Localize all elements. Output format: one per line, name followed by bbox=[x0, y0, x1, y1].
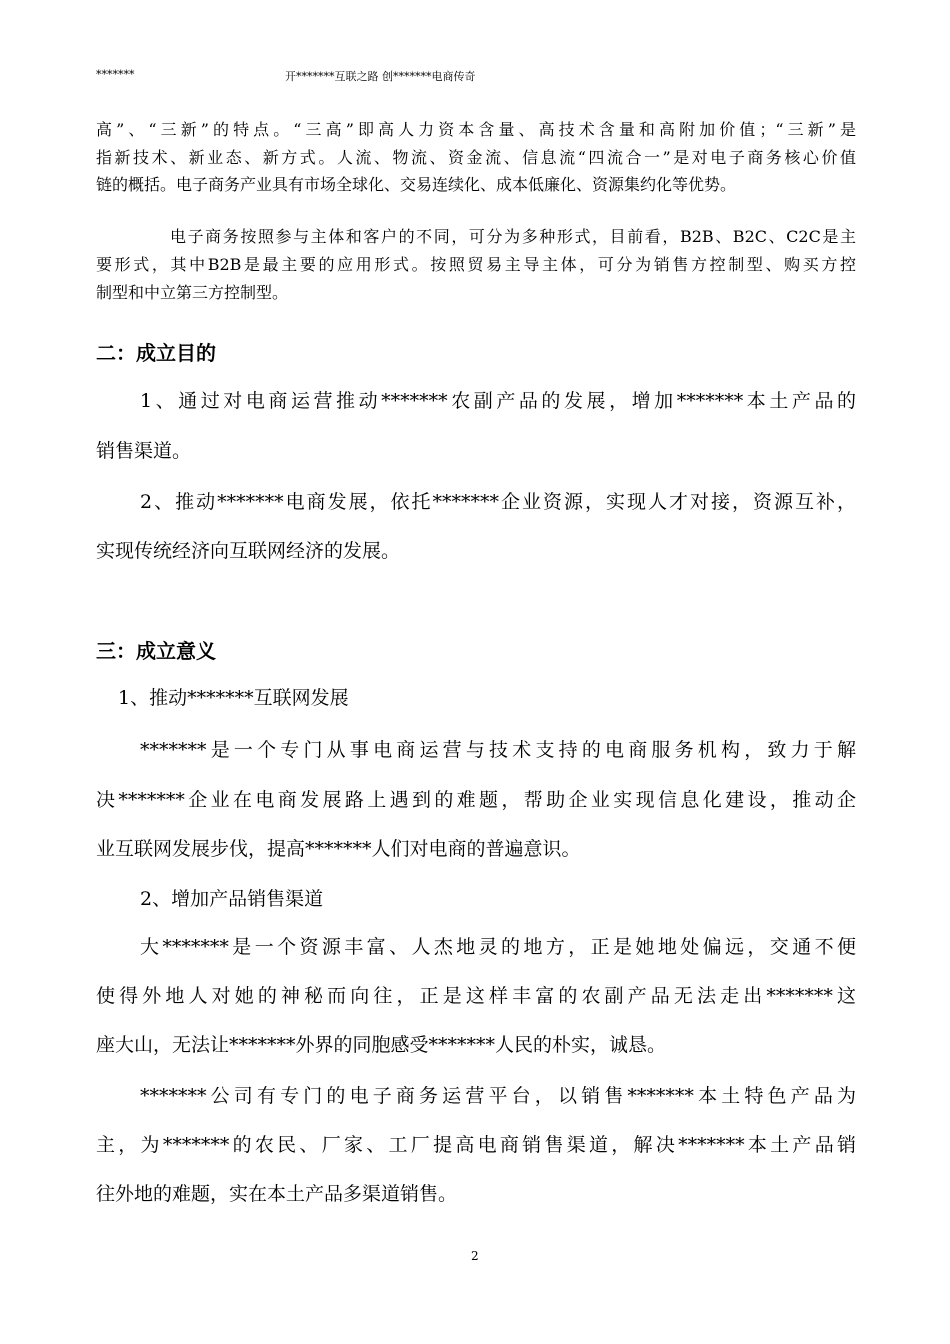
intro-line: 制型和中立第三方控制型。 bbox=[96, 283, 289, 302]
body-line: 业互联网发展步伐，提高*******人们对电商的普遍意识。 bbox=[96, 838, 581, 860]
body-line: 决*******企业在电商发展路上遇到的难题，帮助企业实现信息化建设，推动企 bbox=[96, 789, 856, 811]
body-line: 1、通过对电商运营推动*******农副产品的发展，增加*******本土产品的 bbox=[140, 390, 856, 412]
intro-line: 指新技术、新业态、新方式。人流、物流、资金流、信息流“四流合一”是对电子商务核心价值 bbox=[96, 148, 856, 167]
body-line: 座大山，无法让*******外界的同胞感受*******人民的朴实，诚恳。 bbox=[96, 1034, 667, 1056]
intro-line: 电子商务按照参与主体和客户的不同，可分为多种形式，目前看，B2B、B2C、C2C是主 bbox=[170, 227, 856, 246]
body-line: 销售渠道。 bbox=[96, 440, 192, 462]
subheading: 1、推动*******互联网发展 bbox=[118, 687, 349, 709]
page-number: 2 bbox=[471, 1249, 479, 1263]
subheading: 2、增加产品销售渠道 bbox=[140, 888, 324, 910]
intro-line: 要形式，其中B2B是最主要的应用形式。按照贸易主导主体，可分为销售方控制型、购买方控 bbox=[96, 255, 856, 274]
body-line: 大*******是一个资源丰富、人杰地灵的地方，正是她地处偏远，交通不便 bbox=[140, 936, 856, 958]
body-line: *******是一个专门从事电商运营与技术支持的电商服务机构，致力于解 bbox=[140, 739, 856, 761]
body-line: 往外地的难题，实在本土产品多渠道销售。 bbox=[96, 1183, 458, 1205]
section-heading: 三：成立意义 bbox=[96, 639, 216, 663]
body-line: 主，为*******的农民、厂家、工厂提高电商销售渠道，解决*******本土产品销 bbox=[96, 1134, 856, 1156]
header-left: ******* bbox=[96, 68, 135, 81]
intro-line: 高”、“三新”的特点。“三高”即高人力资本含量、高技术含量和高附加价值；“三新”是 bbox=[96, 120, 856, 139]
body-line: 2、推动*******电商发展，依托*******企业资源，实现人才对接，资源互补， bbox=[140, 491, 856, 513]
header-title: 开*******互联之路 创*******电商传奇 bbox=[285, 70, 476, 83]
body-line: 使得外地人对她的神秘而向往，正是这样丰富的农副产品无法走出*******这 bbox=[96, 985, 856, 1007]
section-heading: 二：成立目的 bbox=[96, 341, 216, 365]
body-line: *******公司有专门的电子商务运营平台，以销售*******本土特色产品为 bbox=[140, 1085, 856, 1107]
intro-line: 链的概括。电子商务产业具有市场全球化、交易连续化、成本低廉化、资源集约化等优势。 bbox=[96, 175, 737, 194]
body-line: 实现传统经济向互联网经济的发展。 bbox=[96, 540, 401, 562]
